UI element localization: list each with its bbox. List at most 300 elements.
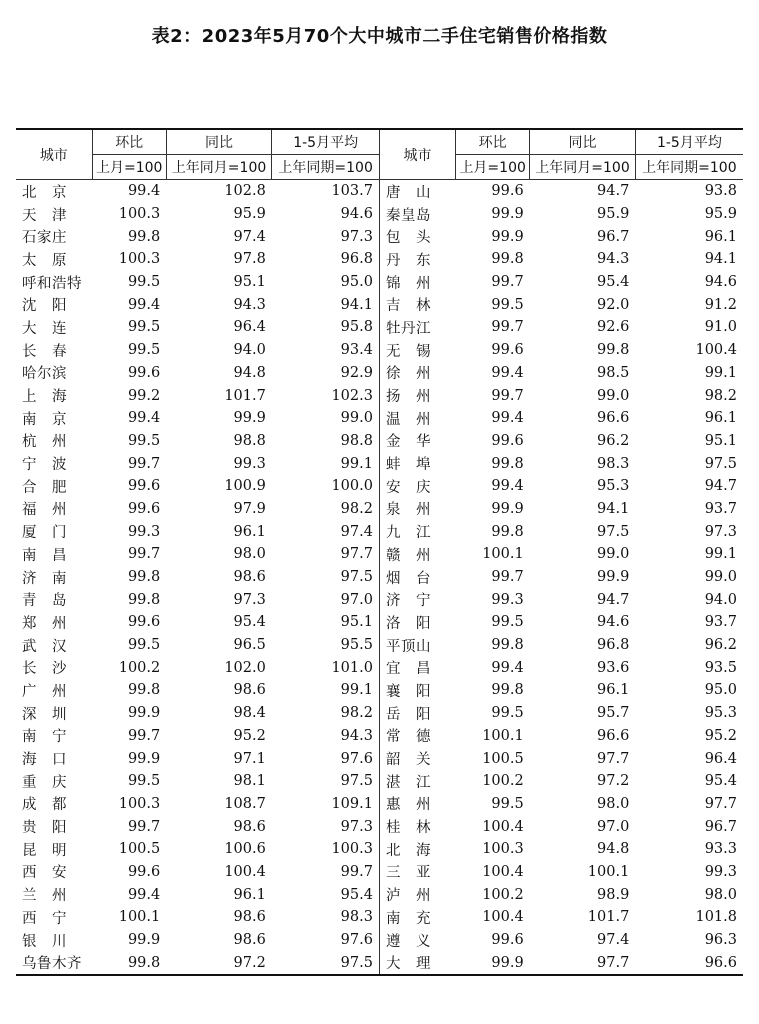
left-yoy-value: 97.8 <box>233 251 266 268</box>
left-avg-value: 98.2 <box>340 705 373 722</box>
right-mom-value: 99.8 <box>491 251 524 268</box>
left-mom-value: 100.1 <box>118 909 161 926</box>
right-avg-value: 94.7 <box>704 478 737 495</box>
right-avg-value: 95.1 <box>704 432 737 449</box>
left-city-name: 大 连 <box>22 320 67 337</box>
left-yoy-value: 96.4 <box>233 319 266 336</box>
header-city-right: 城市 <box>379 129 455 180</box>
right-avg-value: 96.2 <box>704 637 737 654</box>
left-yoy-value: 98.0 <box>233 546 266 563</box>
header-mom-base-right: 上月=100 <box>456 155 530 180</box>
right-avg-value: 96.1 <box>704 410 737 427</box>
left-city-name: 太 原 <box>22 252 67 269</box>
right-city-name: 烟 台 <box>379 566 455 589</box>
left-yoy-value: 96.1 <box>233 523 266 540</box>
left-avg-value: 96.8 <box>340 251 373 268</box>
header-row-1 <box>16 129 743 155</box>
left-yoy-value: 96.1 <box>233 886 266 903</box>
right-mom-value: 99.4 <box>491 478 524 495</box>
left-city-name: 贵 阳 <box>22 820 67 837</box>
left-mom-value: 99.6 <box>127 614 161 631</box>
right-city-name: 锦 州 <box>379 271 455 294</box>
right-avg-value: 94.1 <box>704 251 737 268</box>
left-mom-value: 99.8 <box>127 682 161 699</box>
right-mom-value: 100.1 <box>482 727 524 744</box>
right-mom-value: 99.5 <box>491 614 524 631</box>
left-city-name: 宁 波 <box>22 457 67 474</box>
right-avg-value: 96.1 <box>704 228 737 245</box>
left-mom-value: 99.5 <box>127 637 161 654</box>
table-row <box>16 498 743 521</box>
right-city-name: 襄 阳 <box>379 679 455 702</box>
header-avg-left: 1-5月平均 <box>272 129 380 155</box>
right-city-name: 无 锡 <box>379 339 455 362</box>
right-mom-value: 99.5 <box>491 795 524 812</box>
right-city-name: 赣 州 <box>379 543 455 566</box>
left-city-name: 武 汉 <box>22 638 67 655</box>
left-mom-value: 99.7 <box>127 727 161 744</box>
left-mom-value: 99.6 <box>127 500 161 517</box>
table-row <box>16 362 743 385</box>
left-yoy-value: 98.6 <box>233 909 266 926</box>
left-avg-value: 97.4 <box>340 523 373 540</box>
right-mom-value: 100.2 <box>482 773 524 790</box>
header-yoy-base-left: 上年同月=100 <box>166 155 272 180</box>
left-avg-value: 97.6 <box>340 750 373 767</box>
right-yoy-value: 97.0 <box>597 818 630 835</box>
right-yoy-value: 99.0 <box>597 387 630 404</box>
table-row <box>16 566 743 589</box>
left-yoy-value: 94.3 <box>233 296 266 313</box>
left-avg-value: 97.5 <box>272 951 380 975</box>
right-yoy-value: 97.2 <box>597 773 630 790</box>
table-title: 表2：2023年5月70个大中城市二手住宅销售价格指数 <box>151 26 608 47</box>
left-mom-value: 100.3 <box>118 251 161 268</box>
right-mom-value: 100.3 <box>482 841 524 858</box>
left-mom-value: 99.5 <box>127 274 161 291</box>
left-mom-value: 99.5 <box>127 773 161 790</box>
right-yoy-value: 96.6 <box>597 410 630 427</box>
left-avg-value: 103.7 <box>331 183 373 200</box>
left-city-name: 郑 州 <box>22 615 67 632</box>
right-city-name: 洛 阳 <box>379 611 455 634</box>
right-yoy-value: 96.8 <box>597 637 630 654</box>
right-mom-value: 100.4 <box>482 818 524 835</box>
left-avg-value: 97.5 <box>340 569 373 586</box>
table-row <box>16 203 743 226</box>
right-yoy-value: 96.7 <box>597 228 630 245</box>
left-yoy-value: 98.8 <box>233 432 266 449</box>
left-mom-value: 99.8 <box>92 951 166 975</box>
right-mom-value: 99.9 <box>456 951 530 975</box>
right-city-name: 包 头 <box>379 225 455 248</box>
table-row <box>16 588 743 611</box>
left-mom-value: 100.2 <box>118 659 161 676</box>
right-avg-value: 97.5 <box>704 455 737 472</box>
right-mom-value: 99.3 <box>491 591 524 608</box>
left-yoy-value: 95.1 <box>233 274 266 291</box>
left-mom-value: 99.8 <box>127 228 161 245</box>
right-yoy-value: 96.1 <box>597 682 630 699</box>
right-city-name: 丹 东 <box>379 248 455 271</box>
right-city-name: 三 亚 <box>379 861 455 884</box>
left-city-name: 银 川 <box>22 933 67 950</box>
right-city-name: 九 江 <box>379 520 455 543</box>
left-city-name: 兰 州 <box>22 888 67 905</box>
right-yoy-value: 94.6 <box>597 614 630 631</box>
price-index-table <box>16 128 743 976</box>
right-city-name: 平顶山 <box>379 634 455 657</box>
left-city-name: 长 沙 <box>22 661 67 678</box>
right-avg-value: 99.0 <box>704 569 737 586</box>
left-mom-value: 100.3 <box>118 206 161 223</box>
left-avg-value: 95.1 <box>340 614 373 631</box>
right-yoy-value: 94.3 <box>597 251 630 268</box>
table-row <box>16 883 743 906</box>
right-mom-value: 99.8 <box>491 682 524 699</box>
left-avg-value: 93.4 <box>340 342 373 359</box>
left-avg-value: 94.6 <box>340 206 373 223</box>
left-mom-value: 99.6 <box>127 863 161 880</box>
left-avg-value: 109.1 <box>331 795 373 812</box>
left-yoy-value: 97.1 <box>233 750 266 767</box>
right-avg-value: 97.3 <box>704 523 737 540</box>
right-city-name: 常 德 <box>379 725 455 748</box>
left-mom-value: 99.8 <box>127 569 161 586</box>
left-city-name: 西 安 <box>22 865 67 882</box>
right-avg-value: 93.5 <box>704 659 737 676</box>
right-yoy-value: 97.7 <box>530 951 636 975</box>
left-mom-value: 99.7 <box>127 455 161 472</box>
right-mom-value: 99.7 <box>491 319 524 336</box>
left-city-name: 南 京 <box>22 411 67 428</box>
table-row <box>16 634 743 657</box>
left-mom-value: 99.6 <box>127 364 161 381</box>
left-yoy-value: 95.4 <box>233 614 266 631</box>
right-yoy-value: 98.0 <box>597 795 630 812</box>
right-mom-value: 100.4 <box>482 863 524 880</box>
left-avg-value: 97.3 <box>340 818 373 835</box>
left-city-name: 厦 门 <box>22 525 67 542</box>
right-avg-value: 97.7 <box>704 795 737 812</box>
left-city-name: 长 春 <box>22 343 67 360</box>
header-mom-base-left: 上月=100 <box>92 155 166 180</box>
left-avg-value: 97.7 <box>340 546 373 563</box>
left-city-name: 天 津 <box>22 207 67 224</box>
right-avg-value: 93.8 <box>704 183 737 200</box>
left-yoy-value: 100.9 <box>224 478 266 495</box>
right-yoy-value: 95.4 <box>597 274 630 291</box>
right-avg-value: 91.2 <box>704 296 737 313</box>
left-avg-value: 99.0 <box>340 410 373 427</box>
left-yoy-value: 95.2 <box>233 727 266 744</box>
right-city-name: 秦皇岛 <box>379 203 455 226</box>
left-avg-value: 98.2 <box>340 500 373 517</box>
right-avg-value: 96.4 <box>704 750 737 767</box>
right-yoy-value: 96.6 <box>597 727 630 744</box>
left-avg-value: 95.0 <box>340 274 373 291</box>
right-yoy-value: 97.4 <box>597 932 630 949</box>
right-city-name: 北 海 <box>379 838 455 861</box>
right-mom-value: 99.5 <box>491 705 524 722</box>
table-row <box>16 543 743 566</box>
right-avg-value: 100.4 <box>695 342 737 359</box>
left-city-name: 乌鲁木齐 <box>16 951 92 975</box>
right-city-name: 安 庆 <box>379 475 455 498</box>
table-row <box>16 407 743 430</box>
right-city-name: 湛 江 <box>379 770 455 793</box>
right-city-name: 惠 州 <box>379 793 455 816</box>
left-avg-value: 97.6 <box>340 932 373 949</box>
right-avg-value: 96.3 <box>704 932 737 949</box>
right-mom-value: 99.7 <box>491 274 524 291</box>
right-yoy-value: 94.7 <box>597 183 630 200</box>
right-avg-value: 98.0 <box>704 886 737 903</box>
left-mom-value: 99.4 <box>127 296 161 313</box>
left-yoy-value: 97.2 <box>166 951 272 975</box>
table-row <box>16 430 743 453</box>
right-mom-value: 99.6 <box>491 183 524 200</box>
table-row <box>16 679 743 702</box>
left-city-name: 济 南 <box>22 570 67 587</box>
left-mom-value: 99.2 <box>127 387 161 404</box>
table-row <box>16 339 743 362</box>
left-city-name: 西 宁 <box>22 910 67 927</box>
left-city-name: 昆 明 <box>22 842 67 859</box>
left-city-name: 成 都 <box>22 797 67 814</box>
right-yoy-value: 92.6 <box>597 319 630 336</box>
header-yoy-left: 同比 <box>166 129 272 155</box>
right-mom-value: 99.9 <box>491 500 524 517</box>
right-yoy-value: 95.3 <box>597 478 630 495</box>
left-avg-value: 95.5 <box>340 637 373 654</box>
left-yoy-value: 98.6 <box>233 818 266 835</box>
left-city-name: 南 昌 <box>22 547 67 564</box>
table-row <box>16 929 743 952</box>
header-yoy-right: 同比 <box>530 129 636 155</box>
left-mom-value: 99.7 <box>127 818 161 835</box>
right-yoy-value: 99.0 <box>597 546 630 563</box>
right-mom-value: 99.8 <box>491 523 524 540</box>
left-city-name: 上 海 <box>22 389 67 406</box>
left-yoy-value: 98.6 <box>233 932 266 949</box>
left-avg-value: 98.8 <box>340 432 373 449</box>
left-yoy-value: 94.0 <box>233 342 266 359</box>
left-avg-value: 101.0 <box>331 659 373 676</box>
right-yoy-value: 97.7 <box>597 750 630 767</box>
right-city-name: 泸 州 <box>379 883 455 906</box>
left-avg-value: 97.3 <box>340 228 373 245</box>
left-avg-value: 97.0 <box>340 591 373 608</box>
right-mom-value: 99.4 <box>491 364 524 381</box>
table-row <box>16 815 743 838</box>
right-yoy-value: 97.5 <box>597 523 630 540</box>
right-city-name: 桂 林 <box>379 815 455 838</box>
right-avg-value: 95.0 <box>704 682 737 699</box>
right-city-name: 温 州 <box>379 407 455 430</box>
right-yoy-value: 92.0 <box>597 296 630 313</box>
header-avg-base-right: 上年同期=100 <box>635 155 743 180</box>
left-mom-value: 99.9 <box>127 705 161 722</box>
left-yoy-value: 95.9 <box>233 206 266 223</box>
right-city-name: 牡丹江 <box>379 316 455 339</box>
right-city-name: 岳 阳 <box>379 702 455 725</box>
header-city-left: 城市 <box>16 129 92 180</box>
table-row <box>16 770 743 793</box>
right-city-name: 宜 昌 <box>379 656 455 679</box>
left-yoy-value: 97.9 <box>233 500 266 517</box>
right-yoy-value: 94.7 <box>597 591 630 608</box>
right-mom-value: 99.8 <box>491 637 524 654</box>
right-mom-value: 100.2 <box>482 886 524 903</box>
right-avg-value: 95.2 <box>704 727 737 744</box>
left-yoy-value: 101.7 <box>224 387 266 404</box>
right-avg-value: 94.0 <box>704 591 737 608</box>
left-avg-value: 99.7 <box>340 863 373 880</box>
right-city-name: 南 充 <box>379 906 455 929</box>
left-mom-value: 99.9 <box>127 750 161 767</box>
right-mom-value: 99.6 <box>491 932 524 949</box>
right-city-name: 金 华 <box>379 430 455 453</box>
left-yoy-value: 96.5 <box>233 637 266 654</box>
left-mom-value: 99.4 <box>127 183 161 200</box>
table-row <box>16 725 743 748</box>
right-avg-value: 98.2 <box>704 387 737 404</box>
left-yoy-value: 108.7 <box>224 795 266 812</box>
right-city-name: 唐 山 <box>379 180 455 203</box>
right-avg-value: 101.8 <box>695 909 737 926</box>
left-mom-value: 99.4 <box>127 410 161 427</box>
right-mom-value: 99.9 <box>491 206 524 223</box>
left-mom-value: 99.8 <box>127 591 161 608</box>
right-avg-value: 95.3 <box>704 705 737 722</box>
left-city-name: 沈 阳 <box>22 298 67 315</box>
right-mom-value: 100.5 <box>482 750 524 767</box>
right-yoy-value: 99.8 <box>597 342 630 359</box>
right-city-name: 扬 州 <box>379 384 455 407</box>
table-row <box>16 702 743 725</box>
left-yoy-value: 94.8 <box>233 364 266 381</box>
left-yoy-value: 97.3 <box>233 591 266 608</box>
right-yoy-value: 95.9 <box>597 206 630 223</box>
left-city-name: 深 圳 <box>22 706 67 723</box>
right-avg-value: 96.6 <box>635 951 743 975</box>
right-city-name: 吉 林 <box>379 293 455 316</box>
header-mom-left: 环比 <box>92 129 166 155</box>
right-avg-value: 99.3 <box>704 863 737 880</box>
table-row <box>16 180 743 203</box>
left-avg-value: 100.3 <box>331 841 373 858</box>
table-row <box>16 906 743 929</box>
left-yoy-value: 98.6 <box>233 682 266 699</box>
table-row <box>16 225 743 248</box>
right-yoy-value: 94.8 <box>597 841 630 858</box>
left-avg-value: 99.1 <box>340 682 373 699</box>
left-city-name: 石家庄 <box>22 230 67 247</box>
left-mom-value: 99.9 <box>127 932 161 949</box>
left-yoy-value: 98.1 <box>233 773 266 790</box>
right-mom-value: 99.4 <box>491 410 524 427</box>
left-city-name: 广 州 <box>22 683 67 700</box>
right-avg-value: 96.7 <box>704 818 737 835</box>
right-mom-value: 99.8 <box>491 455 524 472</box>
table-row <box>16 861 743 884</box>
table-row <box>16 248 743 271</box>
left-mom-value: 100.3 <box>118 795 161 812</box>
right-yoy-value: 95.7 <box>597 705 630 722</box>
table-row <box>16 747 743 770</box>
left-avg-value: 92.9 <box>340 364 373 381</box>
right-mom-value: 99.7 <box>491 387 524 404</box>
left-yoy-value: 99.9 <box>233 410 266 427</box>
left-city-name: 北 京 <box>22 184 67 201</box>
right-avg-value: 91.0 <box>704 319 737 336</box>
right-mom-value: 99.7 <box>491 569 524 586</box>
right-mom-value: 100.4 <box>482 909 524 926</box>
table-row <box>16 316 743 339</box>
left-mom-value: 99.4 <box>127 886 161 903</box>
right-yoy-value: 93.6 <box>597 659 630 676</box>
right-yoy-value: 94.1 <box>597 500 630 517</box>
right-avg-value: 99.1 <box>704 546 737 563</box>
table-body <box>16 180 743 976</box>
header-avg-base-left: 上年同期=100 <box>272 155 380 180</box>
left-yoy-value: 100.6 <box>224 841 266 858</box>
left-yoy-value: 98.4 <box>233 705 266 722</box>
left-yoy-value: 98.6 <box>233 569 266 586</box>
left-avg-value: 95.8 <box>340 319 373 336</box>
left-mom-value: 99.3 <box>127 523 161 540</box>
header-mom-right: 环比 <box>456 129 530 155</box>
header-avg-right: 1-5月平均 <box>635 129 743 155</box>
right-avg-value: 93.7 <box>704 614 737 631</box>
left-city-name: 合 肥 <box>22 479 67 496</box>
left-mom-value: 99.5 <box>127 319 161 336</box>
left-mom-value: 99.5 <box>127 432 161 449</box>
left-city-name: 哈尔滨 <box>22 366 67 383</box>
right-city-name: 遵 义 <box>379 929 455 952</box>
table-row <box>16 475 743 498</box>
left-city-name: 呼和浩特 <box>22 275 82 292</box>
table-row <box>16 838 743 861</box>
left-yoy-value: 102.0 <box>224 659 266 676</box>
right-yoy-value: 98.9 <box>597 886 630 903</box>
left-mom-value: 99.6 <box>127 478 161 495</box>
right-city-name: 韶 关 <box>379 747 455 770</box>
right-mom-value: 99.9 <box>491 228 524 245</box>
right-avg-value: 93.3 <box>704 841 737 858</box>
right-mom-value: 99.4 <box>491 659 524 676</box>
left-avg-value: 97.5 <box>340 773 373 790</box>
left-yoy-value: 97.4 <box>233 228 266 245</box>
table-row <box>16 452 743 475</box>
left-mom-value: 99.7 <box>127 546 161 563</box>
left-avg-value: 102.3 <box>331 387 373 404</box>
right-mom-value: 99.6 <box>491 342 524 359</box>
right-mom-value: 99.5 <box>491 296 524 313</box>
left-city-name: 杭 州 <box>22 434 67 451</box>
right-yoy-value: 100.1 <box>587 863 630 880</box>
right-avg-value: 94.6 <box>704 274 737 291</box>
right-yoy-value: 98.3 <box>597 455 630 472</box>
table-row <box>16 793 743 816</box>
right-avg-value: 95.9 <box>704 206 737 223</box>
left-city-name: 福 州 <box>22 502 67 519</box>
left-city-name: 重 庆 <box>22 774 67 791</box>
left-avg-value: 94.3 <box>340 727 373 744</box>
left-yoy-value: 99.3 <box>233 455 266 472</box>
left-city-name: 海 口 <box>22 752 67 769</box>
